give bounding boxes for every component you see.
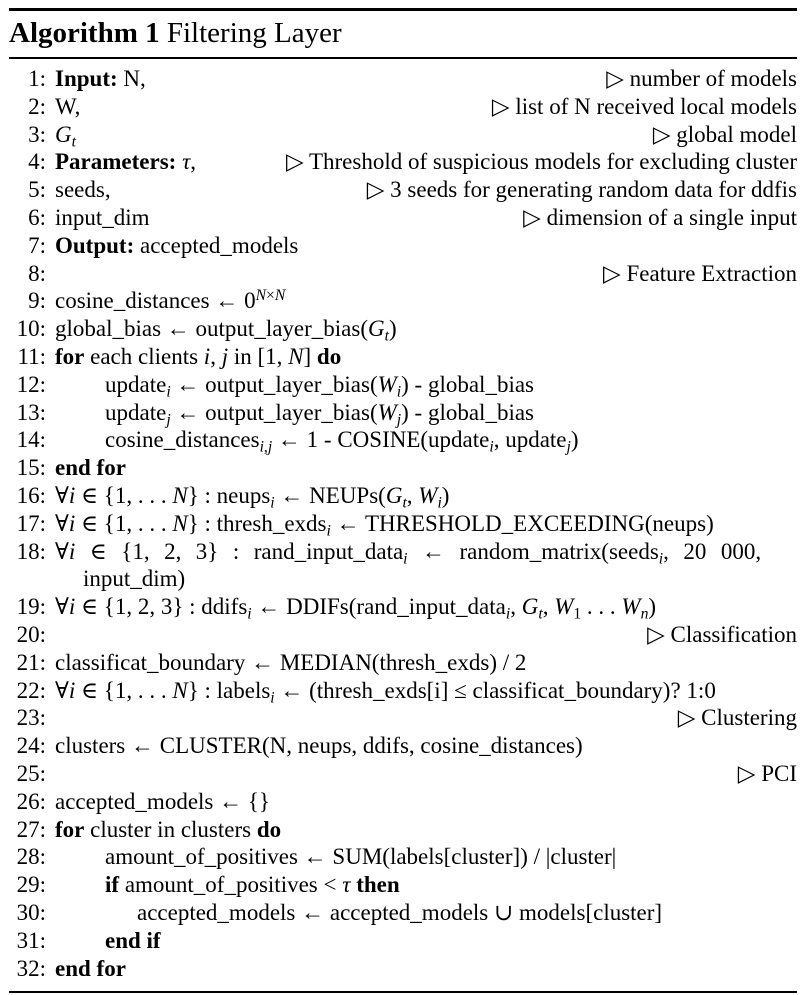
comment-marker-icon: ▷: [647, 621, 671, 647]
code-segment: ,: [510, 594, 522, 620]
line-comment: [670, 704, 797, 732]
code-segment: ∈ {1, . . .: [75, 677, 173, 703]
code-segment: i: [68, 482, 76, 508]
code-segment: Parameters:: [55, 149, 177, 175]
line-code: [55, 93, 80, 121]
algorithm-line: [9, 538, 797, 566]
code-segment: ,: [406, 482, 419, 508]
code-segment: G: [385, 482, 403, 508]
line-comment: [730, 760, 797, 788]
code-segment: cosine_distances: [105, 427, 260, 453]
code-segment: then: [356, 872, 400, 898]
bottom-rule: [9, 991, 797, 993]
algorithm-line: [9, 399, 797, 427]
code-segment: i: [68, 677, 76, 703]
line-number: 27:: [16, 816, 46, 842]
code-segment: N,: [117, 66, 146, 91]
line-comment: [595, 260, 797, 288]
code-segment: ∈ {1, 2, 3} : rand_input_data: [75, 538, 404, 564]
code-segment: ,: [190, 149, 197, 175]
code-segment: ← random_matrix(seeds: [407, 538, 659, 564]
algorithm-line: [9, 121, 797, 149]
code-segment: i: [247, 605, 252, 623]
code-segment: ) - global_bias: [401, 371, 534, 397]
algorithm-line: [9, 204, 797, 232]
comment-text: 3 seeds for generating random data for ddfis: [390, 177, 797, 203]
comment-text: Classification: [670, 621, 797, 647]
line-code: [55, 65, 146, 93]
code-segment: ): [388, 316, 397, 342]
code-segment: ← DDIFs(rand_input_data: [251, 594, 506, 620]
line-code: [55, 315, 397, 343]
code-segment: W: [554, 594, 574, 620]
line-number: 5:: [28, 177, 46, 203]
code-segment: , 20 000,: [663, 538, 762, 564]
code-segment: ← THRESHOLD_EXCEEDING(neups): [330, 510, 714, 536]
line-code: [55, 899, 662, 927]
code-segment: ∀: [55, 677, 69, 703]
comment-text: PCI: [761, 760, 797, 786]
line-code: [55, 176, 111, 204]
algorithm-line: [9, 704, 797, 732]
code-segment: ,: [542, 594, 555, 620]
code-segment: ← output_layer_bias(: [170, 371, 378, 397]
comment-text: global model: [676, 121, 797, 147]
comment-marker-icon: ▷: [285, 149, 309, 175]
algorithm-line: [9, 65, 797, 93]
algorithm-line: [9, 482, 797, 510]
algorithm-label: Algorithm 1: [9, 17, 160, 49]
code-segment: global_bias ← output_layer_bias(: [55, 316, 368, 342]
line-code: [55, 510, 714, 538]
line-code: [55, 399, 534, 427]
algorithm-line: [9, 371, 797, 399]
line-code: [55, 593, 656, 621]
line-number: 20:: [16, 621, 46, 647]
line-comment: [484, 93, 797, 121]
code-segment: accepted_models ← accepted_models ∪ models[cluster]: [137, 899, 663, 925]
code-segment: ): [441, 482, 450, 508]
line-number: 4:: [28, 149, 46, 175]
code-segment: ← NEUPs(: [274, 482, 386, 508]
code-segment: i: [68, 538, 76, 564]
code-segment: accepted_models: [134, 232, 299, 258]
code-segment: t: [384, 327, 389, 345]
code-segment: ): [570, 427, 579, 453]
line-number: 26:: [16, 788, 46, 814]
code-segment: N: [172, 677, 188, 703]
line-code: [55, 343, 341, 371]
code-segment: ∀: [55, 538, 69, 564]
algorithm-line: [9, 732, 797, 760]
code-segment: ,: [210, 343, 222, 369]
line-number: 13:: [16, 399, 46, 425]
line-number: 12:: [16, 371, 46, 397]
line-number: 15:: [16, 455, 46, 481]
code-segment: ×: [266, 287, 275, 305]
line-number: 2:: [28, 93, 46, 119]
algorithm-line: [9, 232, 797, 260]
header-spacer: [160, 17, 167, 49]
algorithm-line: [9, 816, 797, 844]
line-number: 3:: [28, 121, 46, 147]
code-segment: for: [55, 816, 85, 842]
code-segment: j: [166, 410, 171, 428]
line-comment: [359, 176, 797, 204]
line-code: [55, 538, 761, 566]
code-segment: ∀: [55, 482, 69, 508]
comment-text: list of N received local models: [515, 93, 797, 119]
algorithm-line: [9, 343, 797, 371]
code-segment: ,: [263, 438, 268, 456]
line-number: 30:: [16, 899, 46, 925]
line-code: [55, 788, 270, 816]
code-segment: input_dim): [83, 566, 186, 592]
line-number: 22:: [16, 677, 46, 703]
code-segment: } : neups: [187, 482, 271, 508]
code-segment: ∈ {1, 2, 3} : ddifs: [75, 594, 248, 620]
code-segment: j: [396, 410, 402, 428]
line-number: 7:: [28, 232, 46, 258]
code-segment: seeds,: [55, 177, 111, 203]
code-segment: } : thresh_exds: [187, 510, 327, 536]
code-segment: t: [538, 605, 543, 623]
algorithm-body: [9, 59, 797, 991]
line-number: 16:: [16, 482, 46, 508]
line-code: [55, 426, 579, 454]
algorithm-line: [9, 287, 797, 315]
line-number: 24:: [16, 733, 46, 759]
line-number: 23:: [16, 705, 46, 731]
code-segment: ]: [303, 343, 317, 369]
code-segment: i: [166, 383, 171, 401]
line-code: [55, 148, 196, 176]
code-segment: update: [105, 371, 167, 397]
code-segment: do: [256, 816, 282, 842]
code-segment: 1: [573, 605, 582, 623]
code-segment: update: [105, 399, 167, 425]
line-code: [55, 454, 126, 482]
line-code: [55, 927, 161, 955]
code-segment: G: [521, 594, 539, 620]
comment-marker-icon: ▷: [491, 93, 516, 119]
code-segment: i: [259, 438, 264, 456]
code-segment: n: [640, 605, 649, 623]
code-segment: W,: [55, 93, 81, 119]
code-segment: ): [648, 594, 657, 620]
line-number: 18:: [16, 538, 46, 564]
line-number: 31:: [16, 927, 46, 953]
code-segment: input_dim: [55, 204, 150, 230]
code-segment: W: [621, 594, 641, 620]
code-segment: classificat_boundary ← MEDIAN(thresh_exds) / 2: [55, 649, 527, 675]
code-segment: Output:: [55, 232, 135, 258]
comment-marker-icon: ▷: [652, 121, 677, 147]
line-comment: [639, 621, 797, 649]
code-segment: N: [172, 510, 188, 536]
code-segment: clusters ← CLUSTER(N, neups, ddifs, cosine_distances): [55, 733, 583, 759]
algorithm-line: [9, 315, 797, 343]
code-segment: in [1,: [228, 343, 289, 369]
code-segment: ) - global_bias: [401, 399, 534, 425]
code-segment: ← output_layer_bias(: [170, 399, 378, 425]
line-number: 29:: [16, 872, 46, 898]
code-segment: j: [221, 343, 229, 369]
code-segment: t: [402, 494, 407, 512]
line-code: [55, 843, 616, 871]
code-segment: end for: [55, 455, 126, 481]
algorithm-line: [9, 454, 797, 482]
code-segment: accepted_models ← {}: [55, 788, 270, 814]
code-segment: cluster in clusters: [84, 816, 257, 842]
line-number: 10:: [16, 316, 46, 342]
line-number: 6:: [28, 204, 46, 230]
code-segment: ∈ {1, . . .: [75, 482, 173, 508]
code-segment: N: [288, 343, 304, 369]
code-segment: cosine_distances ← 0: [55, 288, 256, 314]
code-segment: i: [505, 605, 511, 623]
code-segment: W: [377, 371, 397, 397]
code-segment: if: [105, 872, 120, 898]
line-number: 21:: [16, 649, 46, 675]
code-segment: G: [368, 316, 385, 342]
code-segment: N: [255, 287, 266, 305]
code-segment: W: [377, 399, 397, 425]
algorithm-line: [9, 148, 797, 176]
line-code: [55, 121, 76, 149]
comment-text: Threshold of suspicious models for excluding cluster: [308, 149, 797, 175]
comment-marker-icon: ▷: [677, 705, 702, 731]
code-segment: ← (thresh_exds[i] ≤ classificat_boundary)? 1:0: [274, 677, 716, 703]
code-segment: each clients: [84, 343, 204, 369]
comment-text: Clustering: [701, 705, 797, 731]
code-segment: , update: [493, 427, 567, 453]
comment-marker-icon: ▷: [523, 204, 547, 230]
algorithm-line: [9, 760, 797, 788]
algorithm-line: [9, 788, 797, 816]
code-segment: ∀: [55, 510, 69, 536]
comment-text: number of models: [629, 66, 797, 91]
line-number: 9:: [28, 288, 46, 314]
comment-marker-icon: ▷: [366, 177, 391, 203]
code-segment: ← 1 - COSINE(update: [272, 427, 490, 453]
code-segment: i: [68, 510, 76, 536]
comment-marker-icon: ▷: [603, 260, 627, 286]
code-segment: amount_of_positives ← SUM(labels[cluster]) / |cluster|: [105, 844, 617, 870]
line-comment: [598, 65, 797, 93]
code-segment: i: [437, 494, 442, 512]
line-code: [55, 871, 400, 899]
line-comment: [278, 148, 797, 176]
line-number: 8:: [28, 260, 46, 286]
code-segment: i: [68, 594, 76, 620]
code-segment: ∈ {1, . . .: [75, 510, 173, 536]
code-segment: . . .: [581, 594, 622, 620]
code-segment: j: [566, 438, 571, 456]
code-segment: end if: [105, 927, 161, 953]
code-segment: ∀: [55, 594, 69, 620]
code-segment: i: [658, 549, 664, 567]
line-number: 11:: [17, 343, 46, 369]
comment-marker-icon: ▷: [737, 760, 762, 786]
code-segment: i: [326, 522, 331, 540]
algorithm-line: [9, 176, 797, 204]
line-number: 1:: [28, 66, 46, 91]
algorithm-line: [9, 843, 797, 871]
code-segment: do: [316, 343, 342, 369]
line-comment: [515, 204, 797, 232]
code-segment: } : labels: [187, 677, 271, 703]
code-segment: i: [489, 438, 494, 456]
algorithm-line: [9, 593, 797, 621]
line-number: 25:: [16, 760, 46, 786]
line-comment: [645, 121, 797, 149]
line-code: [55, 677, 716, 705]
line-code: [55, 287, 285, 315]
code-segment: i: [403, 549, 408, 567]
line-code: [55, 649, 526, 677]
algorithm-line: [9, 899, 797, 927]
code-segment: t: [71, 132, 76, 150]
algorithm-title: Filtering Layer: [166, 17, 342, 49]
algorithm-line: [9, 426, 797, 454]
line-number: 19:: [16, 594, 46, 620]
line-number: 17:: [16, 510, 46, 536]
algorithm-line: [9, 621, 797, 649]
code-segment: W: [418, 482, 438, 508]
algorithm-line: [9, 649, 797, 677]
code-segment: amount_of_positives <: [119, 872, 343, 898]
code-segment: τ: [182, 149, 191, 175]
code-segment: Input:: [55, 66, 118, 91]
line-code: [55, 204, 150, 232]
line-code: [55, 955, 126, 983]
comment-marker-icon: ▷: [606, 66, 630, 91]
line-code: [55, 371, 534, 399]
comment-text: Feature Extraction: [626, 260, 797, 286]
line-code: [55, 482, 449, 510]
code-segment: i: [203, 343, 211, 369]
code-segment: for: [55, 343, 85, 369]
code-segment: i: [270, 494, 275, 512]
code-segment: i: [270, 688, 275, 706]
algorithm-line-continuation: [9, 565, 797, 593]
algorithm-line: [9, 510, 797, 538]
code-segment: τ: [342, 872, 351, 898]
algorithm-line: [9, 927, 797, 955]
algorithm-line: [9, 260, 797, 288]
algorithm-line: [9, 677, 797, 705]
line-code: [55, 732, 583, 760]
code-segment: N: [274, 287, 286, 305]
line-code: [55, 565, 185, 593]
line-number: 28:: [16, 844, 46, 870]
line-number: 32:: [16, 955, 46, 981]
algorithm-line: [9, 93, 797, 121]
line-number: 14:: [16, 427, 46, 453]
code-segment: i: [396, 383, 402, 401]
algorithm-line: [9, 955, 797, 983]
code-segment: end for: [55, 955, 126, 981]
algorithm-header: [9, 11, 797, 57]
code-segment: j: [267, 438, 273, 456]
comment-text: dimension of a single input: [546, 204, 797, 230]
code-segment: G: [55, 121, 72, 147]
line-code: [55, 232, 298, 260]
code-segment: N: [172, 482, 188, 508]
algorithm-line: [9, 871, 797, 899]
line-code: [55, 816, 281, 844]
